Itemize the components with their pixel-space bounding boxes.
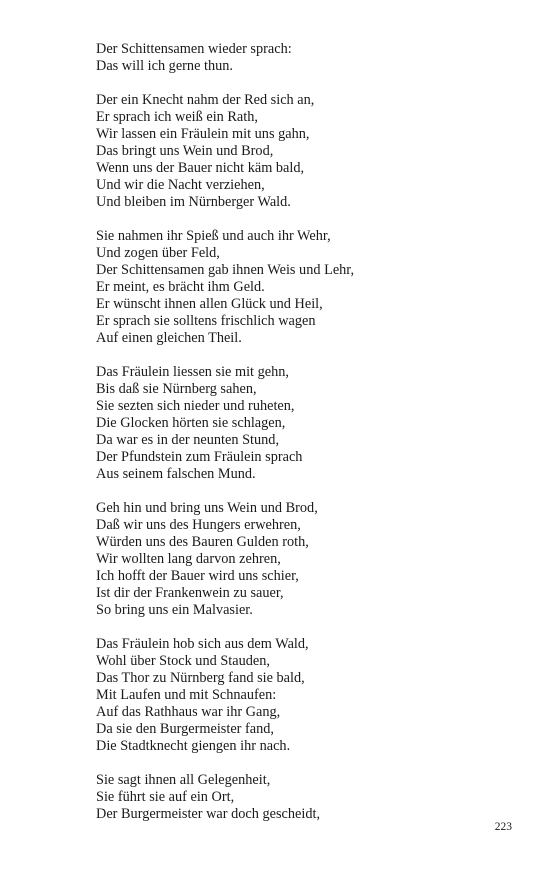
poem-line: Auf das Rathhaus war ihr Gang,: [96, 704, 281, 720]
poem-line: Der Schittensamen gab ihnen Weis und Lehr,: [96, 262, 355, 278]
poem-line: Das Thor zu Nürnberg fand sie bald,: [96, 670, 305, 686]
poem-line: Sie nahmen ihr Spieß und auch ihr Wehr,: [96, 228, 331, 244]
poem-line: Aus seinem falschen Mund.: [96, 466, 256, 482]
poem-line: Ist dir der Frankenwein zu sauer,: [96, 585, 284, 601]
poem-line: Wenn uns der Bauer nicht käm bald,: [96, 160, 305, 176]
stanza-3: [96, 228, 516, 347]
stanza-4: [96, 364, 516, 483]
poem-line: Der Schittensamen wieder sprach:: [96, 41, 292, 57]
poem-text: [96, 41, 516, 840]
poem-line: Die Glocken hörten sie schlagen,: [96, 415, 286, 431]
poem-line: Die Stadtknecht giengen ihr nach.: [96, 738, 291, 754]
poem-line: Mit Laufen und mit Schnaufen:: [96, 687, 277, 703]
poem-line: Das will ich gerne thun.: [96, 58, 233, 74]
poem-line: Daß wir uns des Hungers erwehren,: [96, 517, 301, 533]
poem-line: Der Burgermeister war doch gescheidt,: [96, 806, 321, 822]
poem-line: Und zogen über Feld,: [96, 245, 220, 261]
stanza-7: [96, 772, 516, 823]
poem-line: Wir lassen ein Fräulein mit uns gahn,: [96, 126, 310, 142]
poem-line: Sie sezten sich nieder und ruheten,: [96, 398, 295, 414]
stanza-6: [96, 636, 516, 755]
poem-line: Auf einen gleichen Theil.: [96, 330, 242, 346]
poem-line: Er wünscht ihnen allen Glück und Heil,: [96, 296, 323, 312]
poem-line: Er sprach sie solltens frischlich wagen: [96, 313, 316, 329]
poem-line: Sie führt sie auf ein Ort,: [96, 789, 235, 805]
poem-line: Das bringt uns Wein und Brod,: [96, 143, 274, 159]
poem-line: Und wir die Nacht verziehen,: [96, 177, 265, 193]
poem-line: Und bleiben im Nürnberger Wald.: [96, 194, 291, 210]
page-number: 223: [494, 821, 512, 833]
poem-line: So bring uns ein Malvasier.: [96, 602, 253, 618]
stanza-5: [96, 500, 516, 619]
poem-line: Der ein Knecht nahm der Red sich an,: [96, 92, 315, 108]
poem-line: Geh hin und bring uns Wein und Brod,: [96, 500, 318, 516]
poem-line: Da war es in der neunten Stund,: [96, 432, 280, 448]
poem-line: Bis daß sie Nürnberg sahen,: [96, 381, 257, 397]
poem-line: Würden uns des Bauren Gulden roth,: [96, 534, 309, 550]
poem-line: Er meint, es brächt ihm Geld.: [96, 279, 265, 295]
stanza-1: [96, 41, 516, 75]
poem-line: Ich hofft der Bauer wird uns schier,: [96, 568, 299, 584]
poem-line: Er sprach ich weiß ein Rath,: [96, 109, 258, 125]
poem-line: Sie sagt ihnen all Gelegenheit,: [96, 772, 271, 788]
poem-line: Das Fräulein hob sich aus dem Wald,: [96, 636, 309, 652]
poem-line: Das Fräulein liessen sie mit gehn,: [96, 364, 289, 380]
poem-line: Wir wollten lang darvon zehren,: [96, 551, 281, 567]
poem-line: Der Pfundstein zum Fräulein sprach: [96, 449, 303, 465]
poem-line: Da sie den Burgermeister fand,: [96, 721, 274, 737]
poem-line: Wohl über Stock und Stauden,: [96, 653, 270, 669]
stanza-2: [96, 92, 516, 211]
